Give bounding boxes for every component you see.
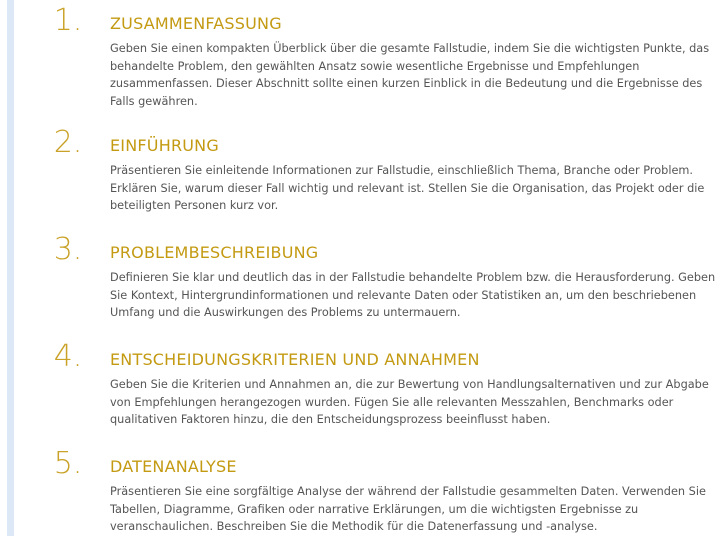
section-title: DATENANALYSE — [110, 457, 237, 476]
section-text: Definieren Sie klar und deutlich das in der Fallstudie behandelte Problem bzw. die Herausforderung. Geben Sie Kontext, Hintergrundinformationen und relevante Daten oder Statistiken an, um den beschriebenen Umfang und die Auswirkungen des Problems zu untermauern. — [110, 271, 716, 320]
section-number: 4. — [53, 339, 83, 374]
section-number: 5. — [53, 446, 83, 481]
section-title: ZUSAMMENFASSUNG — [110, 14, 282, 33]
section-number: 2. — [53, 125, 83, 160]
left-accent-bar — [7, 0, 14, 536]
section-text: Geben Sie einen kompakten Überblick über die gesamte Fallstudie, indem Sie die wichtigsten Punkte, das behandelte Problem, den gewählten Ansatz sowie wesentliche Ergebnisse und Empfehlungen zusammenfassen. Dieser Abschnitt sollte einen kurzen Einblick in die Bedeutung und die Ergebnisse des Falls gewähren. — [110, 42, 710, 108]
section-number: 1. — [53, 3, 83, 38]
section-text: Präsentieren Sie einleitende Informationen zur Fallstudie, einschließlich Thema, Branche oder Problem. Erklären Sie, warum dieser Fall wichtig und relevant ist. Stellen Sie die Organisation, das Projekt oder die beteiligten Personen kurz vor. — [110, 164, 705, 213]
section-title: PROBLEMBESCHREIBUNG — [110, 243, 319, 262]
section-text: Geben Sie die Kriterien und Annahmen an, die zur Bewertung von Handlungsalternativen und zur Abgabe von Empfehlungen herangezogen wurden. Fügen Sie alle relevanten Messzahlen, Benchmarks oder qualitativen Faktoren hinzu, die den Entscheidungsprozess beeinflusst haben. — [110, 378, 709, 427]
section-title: ENTSCHEIDUNGSKRITERIEN UND ANNAHMEN — [110, 350, 480, 369]
section-number: 3. — [53, 232, 83, 267]
section-text: Präsentieren Sie eine sorgfältige Analyse der während der Fallstudie gesammelten Daten. Verwenden Sie Tabellen, Diagramme, Grafiken oder narrative Erklärungen, um die wichtigsten Ergebnisse zu veranschaulichen. Beschreiben Sie die Methodik für die Datenerfassung und -analyse. — [110, 485, 706, 534]
section-title: EINFÜHRUNG — [110, 136, 219, 155]
